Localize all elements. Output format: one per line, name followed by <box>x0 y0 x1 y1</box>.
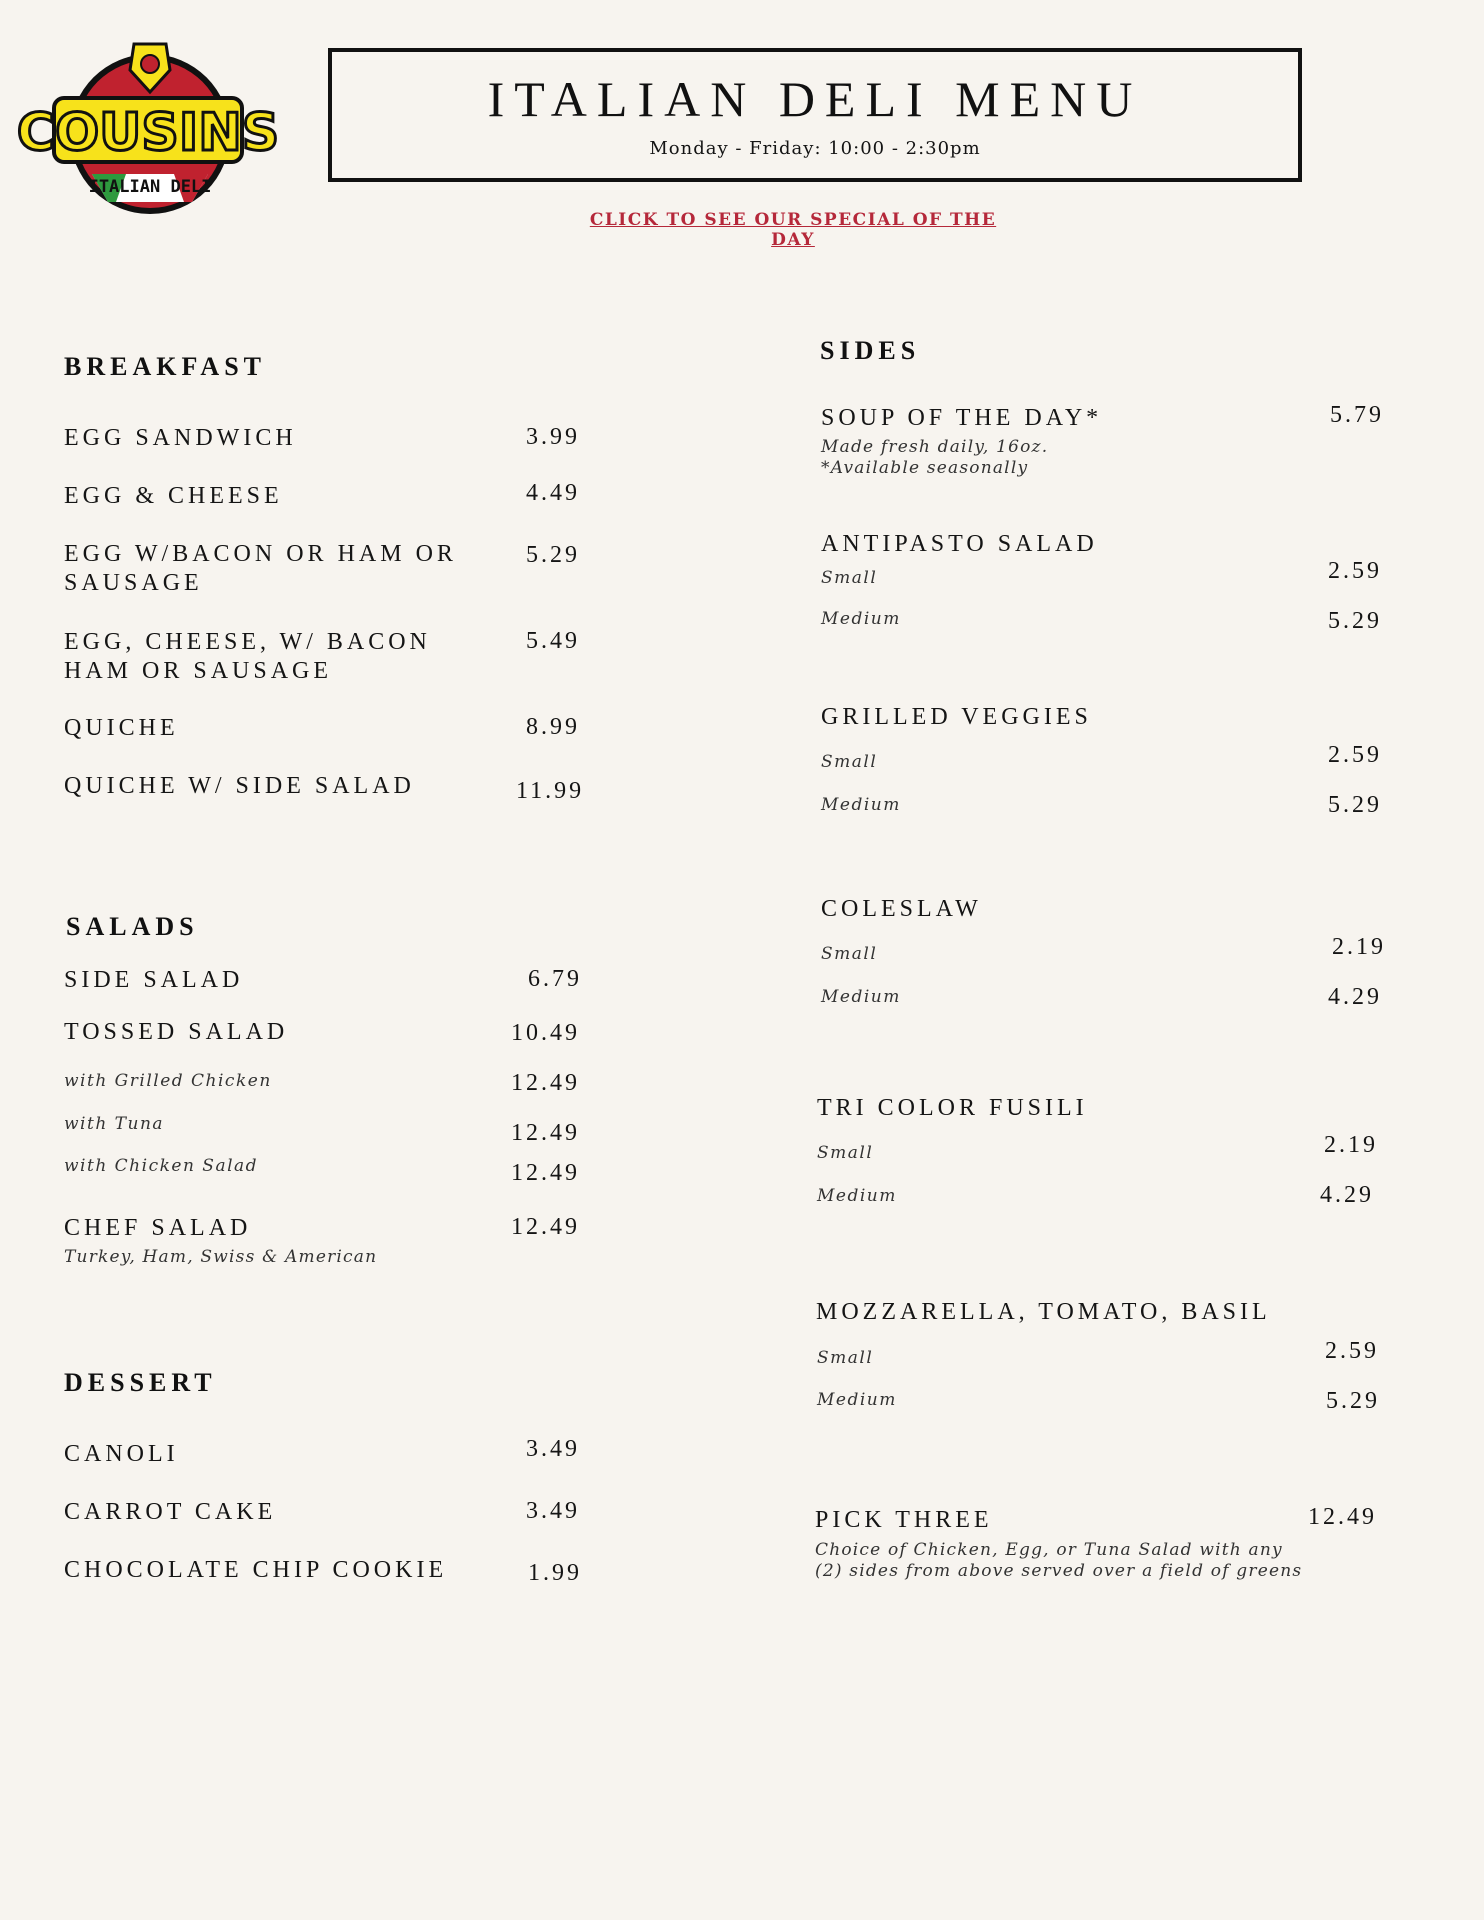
hours-text: Monday - Friday: 10:00 - 2:30pm <box>649 138 981 159</box>
size-price: 2.19 <box>1324 1132 1378 1158</box>
menu-item-price: 5.79 <box>1330 402 1384 428</box>
menu-item-price: 12.49 <box>511 1214 580 1240</box>
option-name: with Chicken Salad <box>64 1156 259 1176</box>
option-price: 12.49 <box>511 1160 580 1186</box>
menu-item-price: 12.49 <box>1308 1504 1377 1530</box>
size-label: Medium <box>821 609 901 629</box>
size-price: 2.59 <box>1328 558 1382 584</box>
salads-title: SALADS <box>66 912 199 941</box>
menu-item-name: PICK THREE <box>815 1507 993 1533</box>
menu-item-name: SIDE SALAD <box>64 967 244 993</box>
logo-subtitle: ITALIAN DELI <box>88 177 212 197</box>
menu-item-name: EGG & CHEESE <box>64 483 283 509</box>
option-name: with Tuna <box>64 1114 165 1134</box>
size-price: 5.29 <box>1328 608 1382 634</box>
menu-item-name: CARROT CAKE <box>64 1499 277 1525</box>
menu-item-name: EGG W/BACON OR HAM OR SAUSAGE <box>64 541 457 596</box>
menu-item-name: MOZZARELLA, TOMATO, BASIL <box>816 1299 1271 1325</box>
menu-item-name: TOSSED SALAD <box>64 1019 289 1045</box>
menu-item-description: Choice of Chicken, Egg, or Tuna Salad with any (2) sides from above served over a field of greens <box>815 1540 1303 1581</box>
menu-item-price: 11.99 <box>516 778 585 804</box>
size-label: Small <box>817 1348 874 1368</box>
size-label: Medium <box>817 1186 897 1206</box>
menu-item-name: QUICHE <box>64 715 179 741</box>
menu-item-name: TRI COLOR FUSILI <box>817 1095 1088 1121</box>
size-price: 4.29 <box>1328 984 1382 1010</box>
size-label: Medium <box>821 795 901 815</box>
menu-item-price: 6.79 <box>528 966 582 992</box>
menu-item-description: Turkey, Ham, Swiss & American <box>64 1247 378 1267</box>
cousins-logo <box>16 34 280 218</box>
size-label: Medium <box>817 1390 897 1410</box>
logo-name: COUSINS <box>16 103 280 163</box>
size-price: 2.19 <box>1332 934 1386 960</box>
menu-item-price: 5.29 <box>526 542 580 568</box>
menu-item-price: 8.99 <box>526 714 580 740</box>
special-of-the-day-link[interactable]: CLICK TO SEE OUR SPECIAL OF THE DAY <box>589 210 997 250</box>
size-label: Small <box>821 944 878 964</box>
size-price: 2.59 <box>1328 742 1382 768</box>
menu-item-name: CHOCOLATE CHIP COOKIE <box>64 1557 448 1583</box>
menu-item-name: CANOLI <box>64 1441 179 1467</box>
menu-item-name: GRILLED VEGGIES <box>821 704 1092 730</box>
menu-item-name: COLESLAW <box>821 896 982 922</box>
menu-item-name: EGG, CHEESE, W/ BACON HAM OR SAUSAGE <box>64 629 431 684</box>
option-price: 12.49 <box>511 1070 580 1096</box>
menu-item-name: CHEF SALAD <box>64 1215 252 1241</box>
size-price: 5.29 <box>1328 792 1382 818</box>
menu-item-price: 1.99 <box>528 1560 582 1586</box>
menu-item-price: 3.49 <box>526 1436 580 1462</box>
dessert-title: DESSERT <box>64 1368 217 1397</box>
menu-item-name: SOUP OF THE DAY* <box>821 405 1103 431</box>
option-price: 12.49 <box>511 1120 580 1146</box>
menu-item-name: ANTIPASTO SALAD <box>821 531 1098 557</box>
size-label: Small <box>817 1143 874 1163</box>
menu-item-description: Made fresh daily, 16oz. *Available seasonally <box>821 437 1049 478</box>
size-price: 2.59 <box>1325 1338 1379 1364</box>
size-price: 4.29 <box>1320 1182 1374 1208</box>
size-label: Small <box>821 568 878 588</box>
option-name: with Grilled Chicken <box>64 1071 272 1091</box>
header-box <box>328 48 1302 182</box>
menu-item-name: EGG SANDWICH <box>64 425 297 451</box>
size-label: Small <box>821 752 878 772</box>
menu-item-price: 4.49 <box>526 480 580 506</box>
menu-item-price: 3.99 <box>526 424 580 450</box>
size-price: 5.29 <box>1326 1388 1380 1414</box>
menu-item-name: QUICHE W/ SIDE SALAD <box>64 773 415 799</box>
menu-item-price: 5.49 <box>526 628 580 654</box>
breakfast-title: BREAKFAST <box>64 352 266 381</box>
menu-item-price: 10.49 <box>511 1020 580 1046</box>
sides-title: SIDES <box>820 336 921 365</box>
menu-item-price: 3.49 <box>526 1498 580 1524</box>
page-title: ITALIAN DELI MENU <box>487 71 1143 127</box>
size-label: Medium <box>821 987 901 1007</box>
